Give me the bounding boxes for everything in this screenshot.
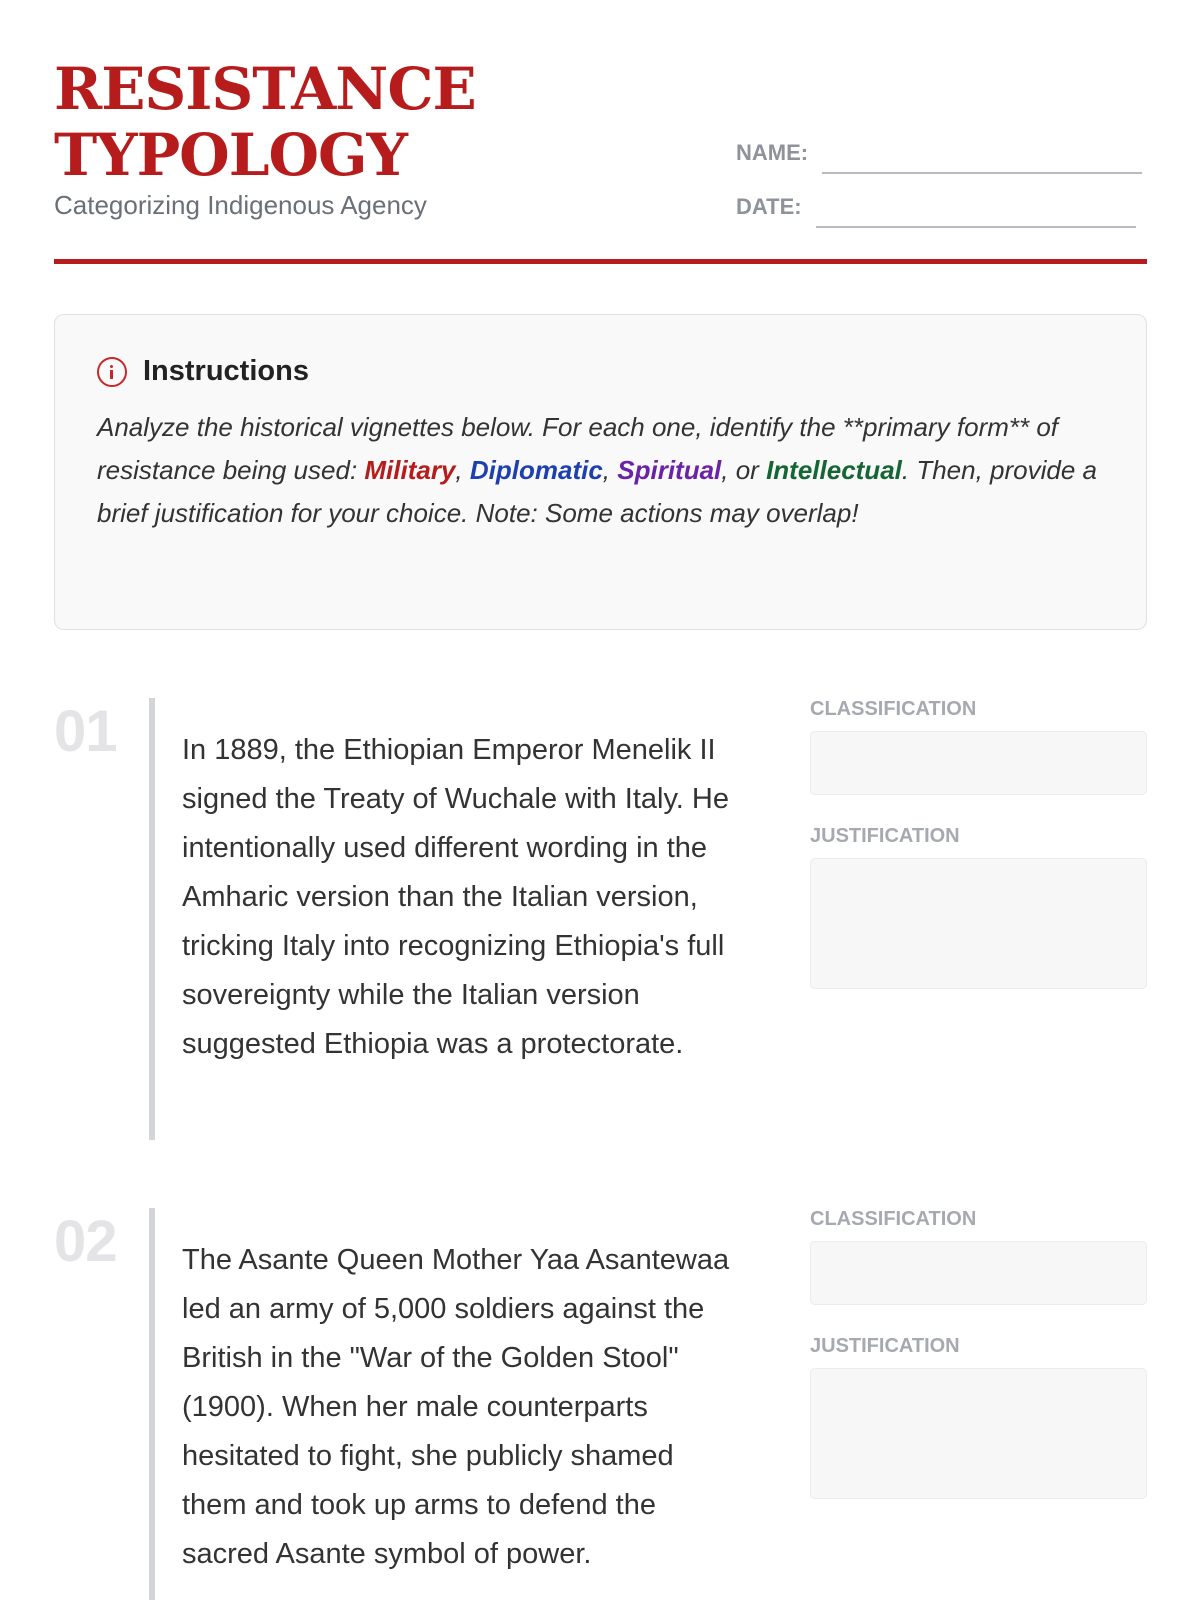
justification-input[interactable] [810,1368,1147,1499]
page-subtitle: Categorizing Indigenous Agency [54,190,427,220]
instructions-header [97,355,1104,388]
classification-label: CLASSIFICATION [810,1208,977,1230]
sep-3: , or [721,455,767,485]
instructions-text-before: Analyze the historical vignettes below. For each one, identify the **primary form** of resistance being used: [97,412,1059,485]
sep-1: , [455,455,470,485]
instructions-text [97,406,1104,535]
vignette-divider [149,1208,155,1600]
instructions-panel [54,314,1147,630]
title-line-2: TYPOLOGY [54,121,407,189]
name-label: NAME: [736,140,809,165]
name-field [736,140,1142,166]
answer-area [810,698,1147,989]
info-circle-icon [97,357,127,387]
justification-label: JUSTIFICATION [810,1335,960,1357]
vignette-text: In 1889, the Ethiopian Emperor Menelik II signed the Treaty of Wuchale with Italy. He intentionally used different wording in the Amharic version than the Italian version, tricking Italy into recognizing Ethiopia's full sovereignty while the Italian version suggested Ethiopia was a protectorate. [182,734,729,1060]
answer-area [810,1208,1147,1499]
justification-label: JUSTIFICATION [810,825,960,847]
justification-input[interactable] [810,858,1147,989]
vignette-number: 01 [54,699,117,764]
worksheet-header [54,56,1147,264]
classification-input[interactable] [810,1241,1147,1305]
vignette-number: 02 [54,1209,117,1274]
vignette-item-1 [54,698,1147,1140]
keyword-intellectual: Intellectual [766,455,902,485]
vignette-item-2 [54,1208,1147,1600]
sep-2: , [602,455,618,485]
name-input-line[interactable] [822,172,1142,174]
classification-label: CLASSIFICATION [810,698,977,720]
date-label: DATE: [736,194,802,219]
instructions-title: Instructions [143,355,309,387]
keyword-spiritual: Spiritual [617,455,722,485]
classification-input[interactable] [810,731,1147,795]
vignette-text: The Asante Queen Mother Yaa Asantewaa led an army of 5,000 soldiers against the British in the "War of the Golden Stool" (1900). When her male counterparts hesitated to fight, she publicly shamed them and took up arms to defend the sacred Asante symbol of power. [182,1244,730,1570]
page-title [54,56,476,188]
title-line-1: RESISTANCE [54,55,476,123]
keyword-diplomatic: Diplomatic [469,455,603,485]
vignette-divider [149,698,155,1140]
keyword-military: Military [364,455,456,485]
date-input-line[interactable] [816,226,1136,228]
date-field [736,194,1136,220]
instructions-text-after: . Then, provide a brief justification for your choice. Note: Some actions may overlap! [97,455,1098,528]
